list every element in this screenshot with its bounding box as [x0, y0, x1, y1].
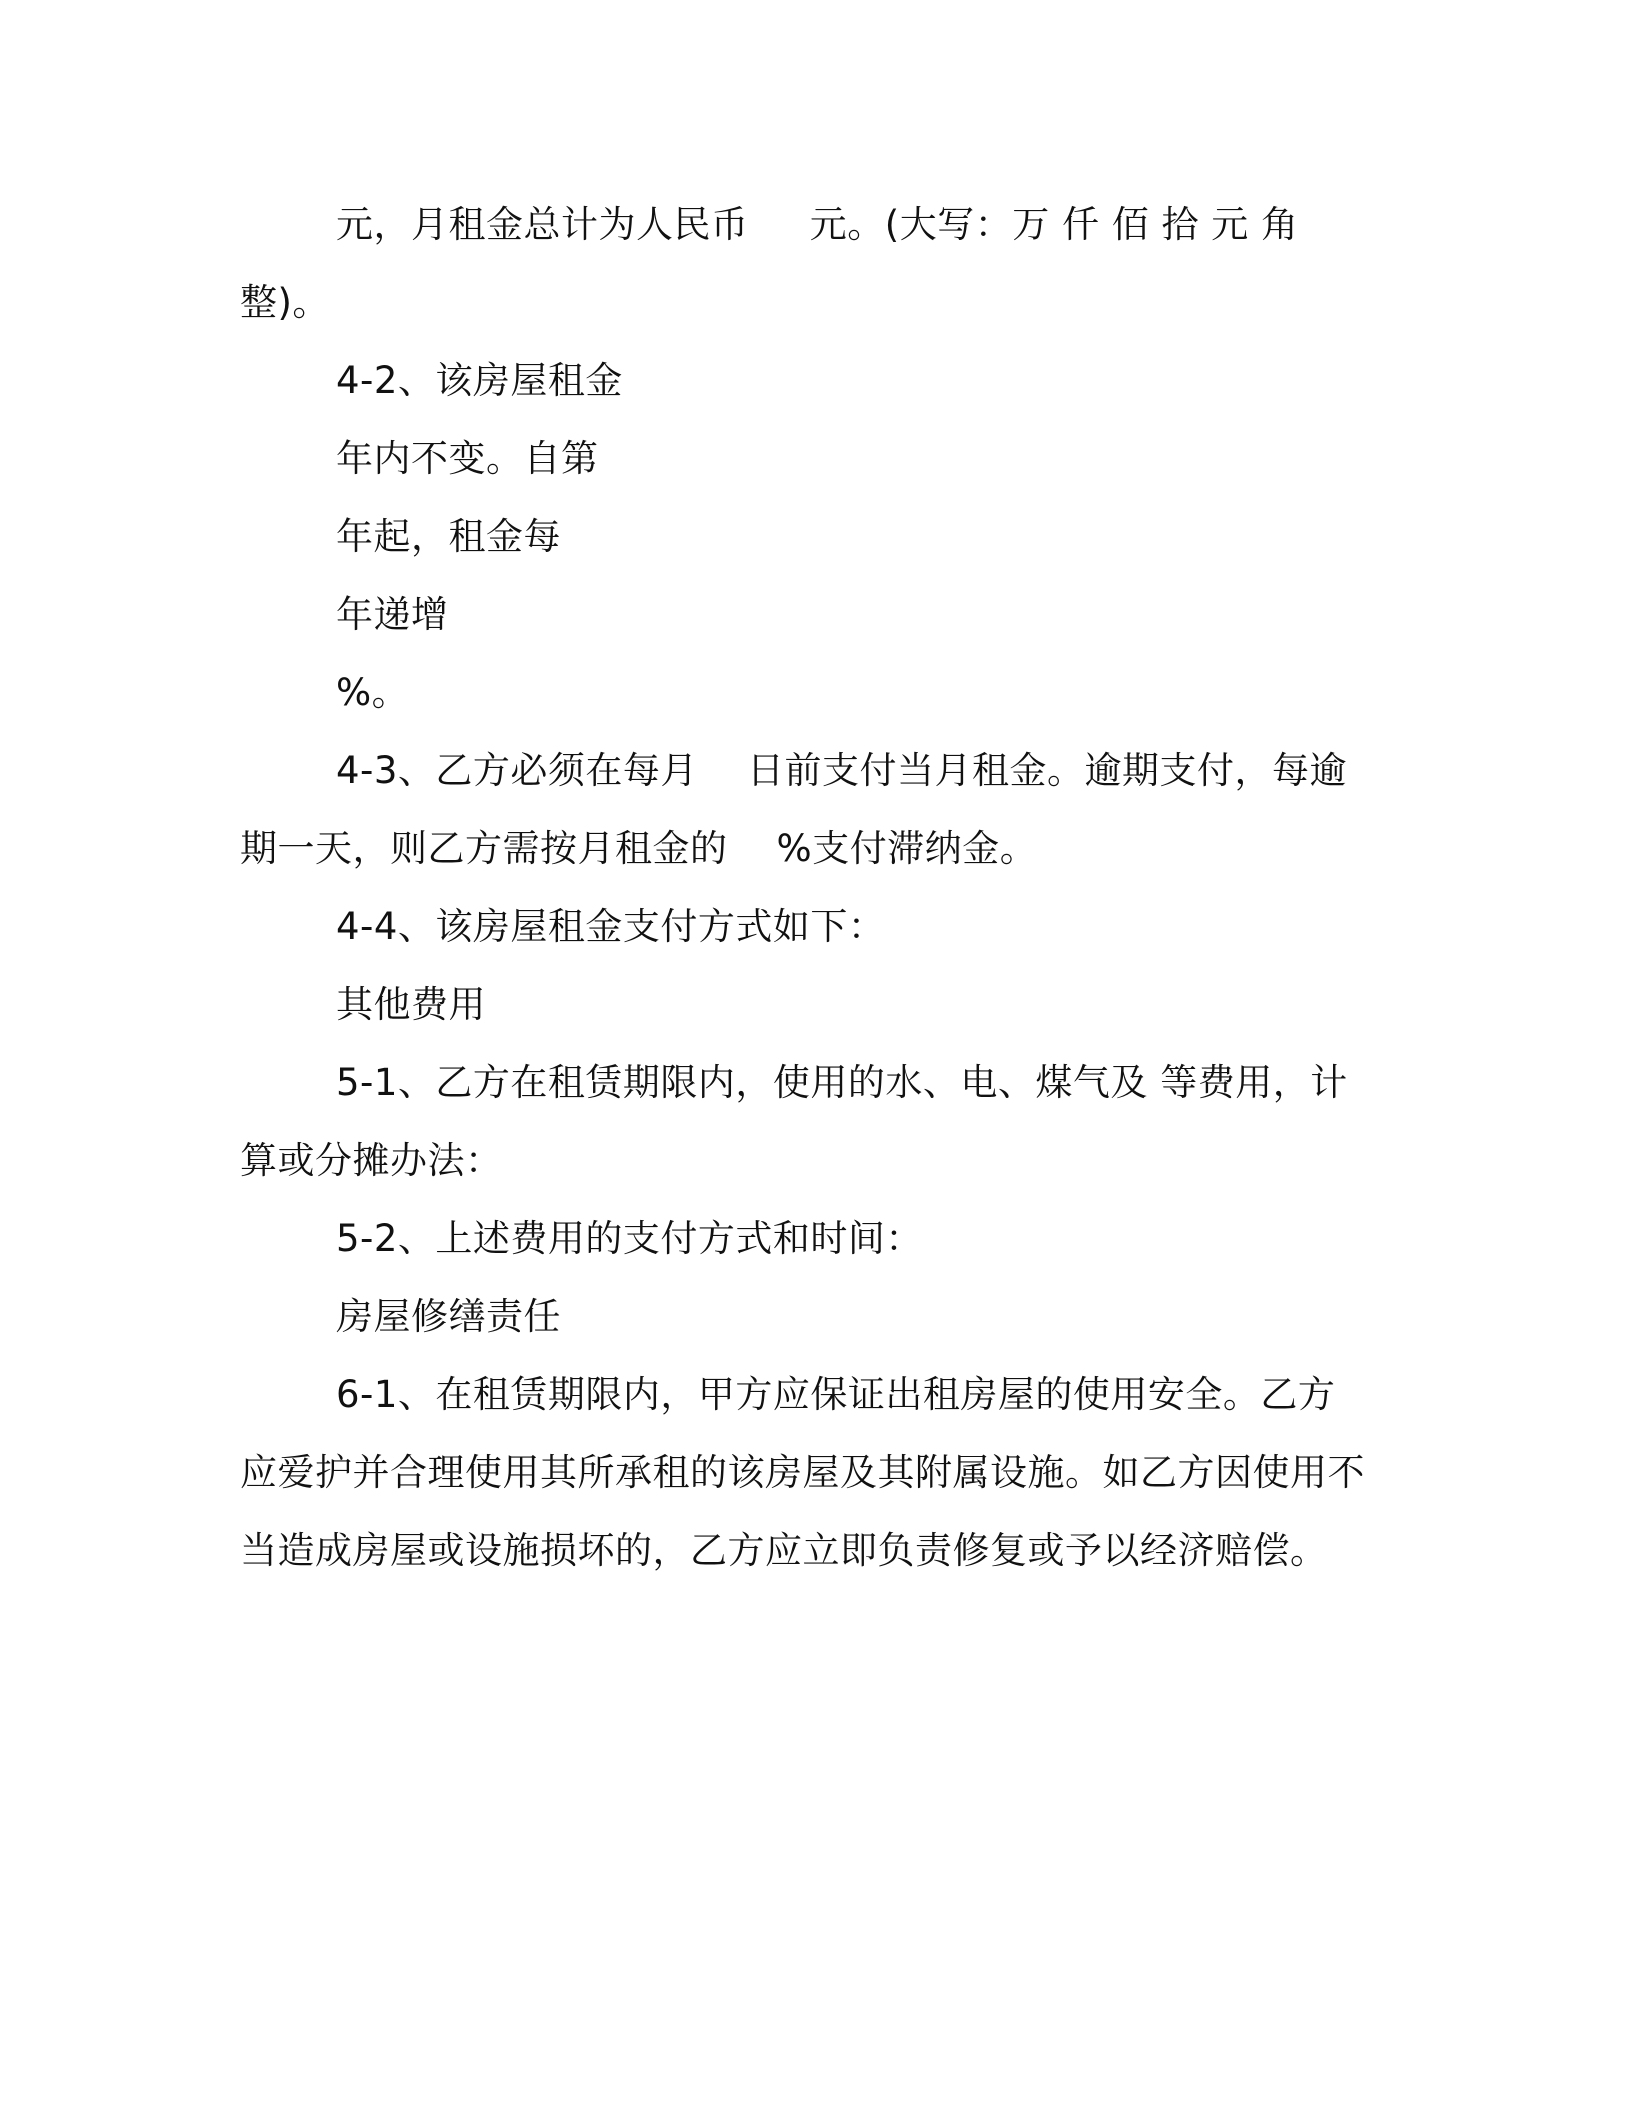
section-heading-repair-responsibility: 房屋修缮责任: [336, 1295, 561, 1338]
document-body: [240, 186, 1370, 1590]
paragraph-rent-total: 元，月租金总计为人民币 元。(大写：万 仟 佰 拾 元 角整)。: [240, 203, 1299, 324]
paragraph-4-4: 4-4、该房屋租金支付方式如下：: [336, 905, 886, 948]
paragraph-rent-percent: %。: [336, 671, 410, 714]
paragraph-4-3: 4-3、乙方必须在每月 日前支付当月租金。逾期支付，每逾期一天，则乙方需按月租金的 %支付滞纳金。: [240, 749, 1347, 870]
paragraph-4-2-heading: 4-2、该房屋租金: [336, 359, 623, 402]
paragraph-5-2: 5-2、上述费用的支付方式和时间：: [336, 1217, 923, 1260]
paragraph-5-1: 5-1、乙方在租赁期限内，使用的水、电、煤气及 等费用，计算或分摊办法：: [240, 1061, 1348, 1182]
paragraph-rent-from-year: 年起，租金每: [336, 515, 561, 558]
section-heading-other-fees: 其他费用: [336, 983, 486, 1026]
paragraph-rent-unchanged: 年内不变。自第: [336, 437, 599, 480]
paragraph-rent-increase: 年递增: [336, 593, 449, 636]
paragraph-6-1: 6-1、在租赁期限内，甲方应保证出租房屋的使用安全。乙方应爱护并合理使用其所承租的该房屋及其附属设施。如乙方因使用不当造成房屋或设施损坏的，乙方应立即负责修复或予以经济赔偿。: [240, 1373, 1365, 1572]
